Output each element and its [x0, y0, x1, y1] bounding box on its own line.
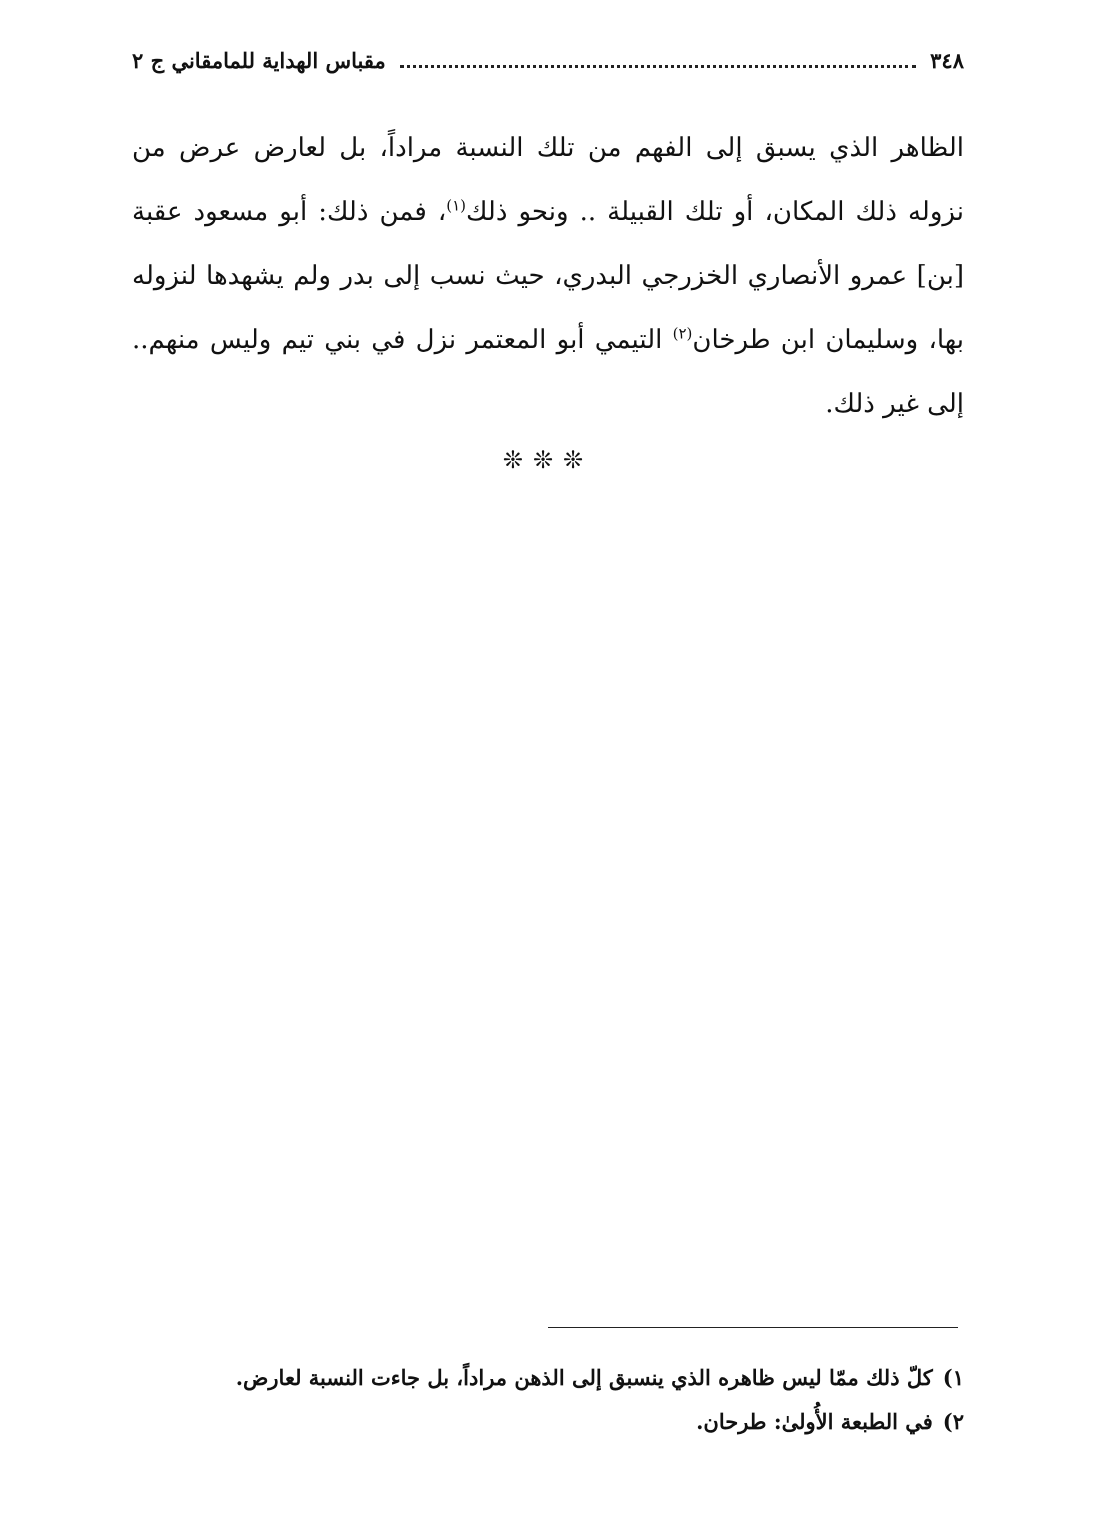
section-separator-asterisks: ❊❊❊ [502, 446, 594, 474]
paragraph-text-part-1: الظاهر الذي يسبق إلى الفهم من تلك النسبة مراداً، بل لعارض عرض من نزوله ذلك المكان، أو تلك القبيلة .. ونحو ذلك [132, 133, 964, 227]
footnote-number: ٢) [942, 1409, 964, 1434]
main-paragraph [132, 116, 964, 436]
paragraph-text-part-3: التيمي أبو المعتمر نزل في بني تيم وليس منهم.. إلى غير ذلك. [132, 325, 964, 419]
footnote-reference-1[interactable]: (١) [446, 196, 466, 215]
footnote-number: ١) [942, 1365, 964, 1390]
footnotes-section [132, 1356, 964, 1444]
paragraph-text-part-2: ، فمن ذلك: أبو مسعود عقبة [بن] عمرو الأنصاري الخزرجي البدري، حيث نسب إلى بدر ولم يشهدها لنزوله بها، وسليمان ابن طرخان [132, 197, 964, 355]
footnote-reference-2[interactable]: (٢) [672, 324, 693, 343]
page-number: ٣٤٨ [930, 47, 964, 73]
footnote-text: كلّ ذلك ممّا ليس ظاهره الذي ينسبق إلى الذهن مراداً، بل جاءت النسبة لعارض. [235, 1365, 933, 1390]
header-leader-dots [400, 63, 916, 68]
book-title: مقباس الهداية للمامقاني ج ٢ [132, 47, 386, 73]
footnote-divider-line [548, 1327, 958, 1328]
footnote-text: في الطبعة الأُولىٰ: طرحان. [696, 1409, 933, 1434]
footnote-1 [132, 1356, 964, 1400]
footnote-2 [132, 1400, 964, 1444]
running-header [132, 40, 964, 80]
